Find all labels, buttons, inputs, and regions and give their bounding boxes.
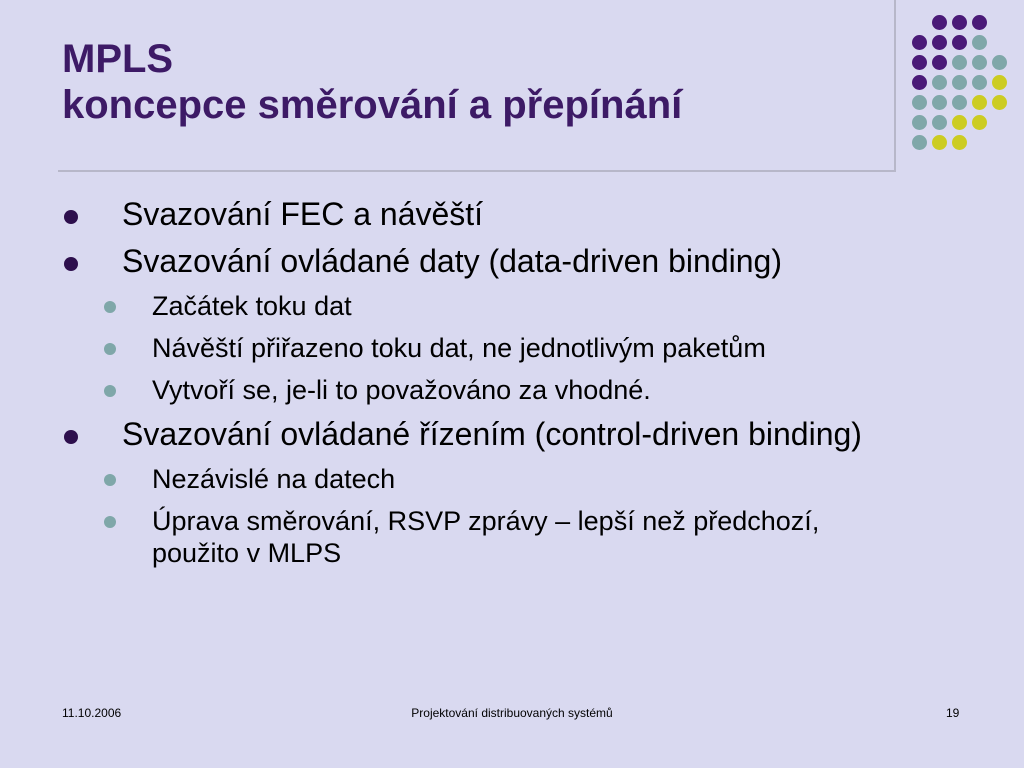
decorative-dot	[952, 35, 967, 50]
sub-bullet-text: Úprava směrování, RSVP zprávy – lepší než předchozí, použito v MLPS	[152, 506, 820, 568]
slide-title	[62, 36, 682, 128]
decorative-dot	[952, 95, 967, 110]
bullet-icon	[64, 430, 78, 444]
bullet-item	[62, 196, 962, 233]
footer-date: 11.10.2006	[62, 706, 122, 720]
decorative-dot	[912, 75, 927, 90]
decorative-dot	[952, 55, 967, 70]
decorative-dot	[912, 55, 927, 70]
decorative-dot	[912, 95, 927, 110]
bullet-icon	[64, 210, 78, 224]
decorative-dot	[972, 95, 987, 110]
decorative-dot	[912, 135, 927, 150]
horizontal-divider	[58, 170, 896, 172]
decorative-dot	[952, 135, 967, 150]
decorative-dot	[932, 55, 947, 70]
decorative-dot	[972, 75, 987, 90]
footer-page-number: 19	[946, 706, 960, 720]
decorative-dot	[952, 15, 967, 30]
decorative-dot	[932, 15, 947, 30]
decorative-dot	[992, 55, 1007, 70]
decorative-dot	[952, 75, 967, 90]
sub-bullet-item	[62, 505, 832, 569]
decorative-dot	[972, 55, 987, 70]
decorative-dot	[932, 35, 947, 50]
bullet-text: Svazování ovládané řízením (control-driven binding)	[122, 416, 862, 452]
sub-bullet-text: Vytvoří se, je-li to považováno za vhodné.	[152, 375, 651, 405]
sub-bullet-icon	[104, 343, 116, 355]
decorative-dot	[992, 75, 1007, 90]
vertical-divider	[894, 0, 896, 172]
title-main: MPLS	[62, 37, 174, 81]
sub-bullet-item	[62, 332, 962, 364]
bullet-list	[62, 196, 962, 579]
sub-bullet-item	[62, 374, 962, 406]
decorative-dot	[972, 115, 987, 130]
bullet-item	[62, 243, 962, 280]
sub-bullet-text: Návěští přiřazeno toku dat, ne jednotlivým paketům	[152, 333, 766, 363]
footer-title: Projektování distribuovaných systémů	[411, 706, 613, 720]
decorative-dot	[912, 35, 927, 50]
decorative-dot	[932, 115, 947, 130]
decorative-dot	[912, 115, 927, 130]
sub-bullet-icon	[104, 474, 116, 486]
bullet-icon	[64, 257, 78, 271]
bullet-item	[62, 416, 922, 453]
sub-bullet-icon	[104, 385, 116, 397]
decorative-dot	[992, 95, 1007, 110]
decorative-dot	[972, 15, 987, 30]
bullet-text: Svazování ovládané daty (data-driven binding)	[122, 243, 782, 279]
decorative-dot	[932, 135, 947, 150]
decorative-dot	[972, 35, 987, 50]
sub-bullet-item	[62, 290, 962, 322]
sub-bullet-text: Nezávislé na datech	[152, 464, 396, 494]
decorative-dot	[932, 95, 947, 110]
bullet-text: Svazování FEC a návěští	[122, 196, 484, 232]
decorative-dot	[952, 115, 967, 130]
sub-bullet-text: Začátek toku dat	[152, 291, 352, 321]
sub-bullet-icon	[104, 301, 116, 313]
decorative-dot	[932, 75, 947, 90]
sub-bullet-item	[62, 463, 962, 495]
title-subtitle: koncepce směrování a přepínání	[62, 83, 683, 127]
sub-bullet-icon	[104, 516, 116, 528]
